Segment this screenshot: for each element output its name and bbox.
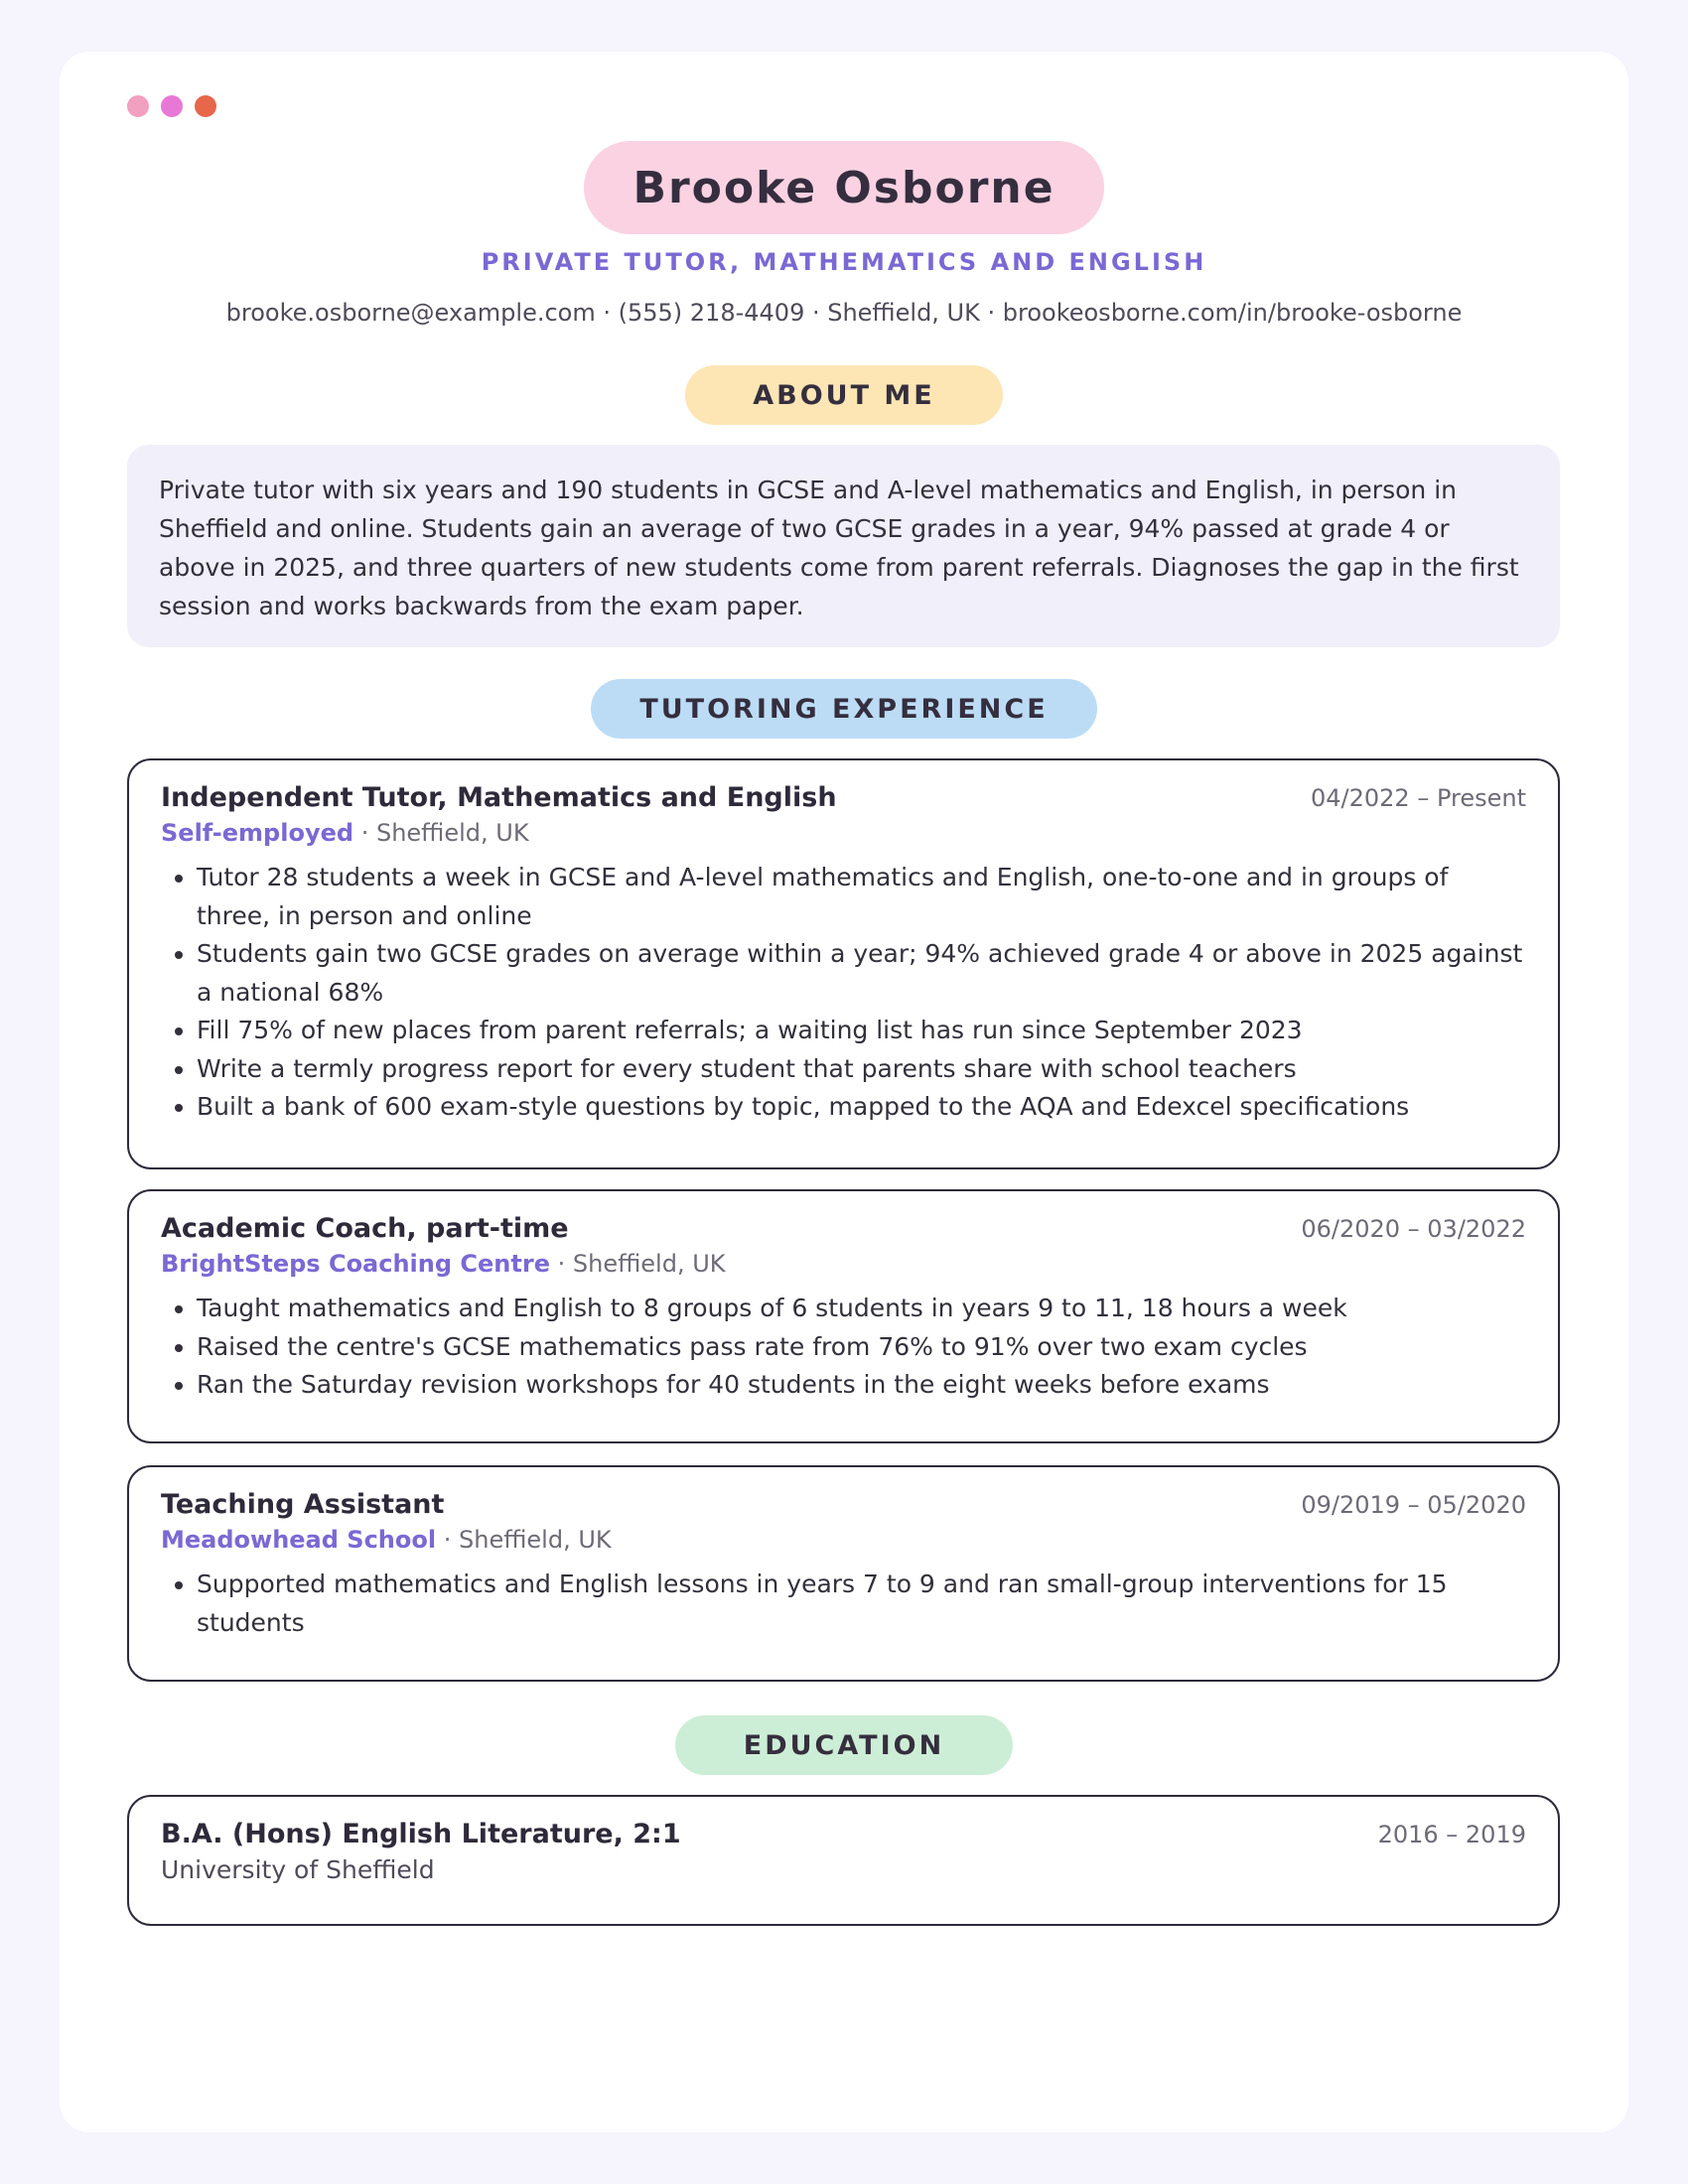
bullet-item: • Raised the centre's GCSE mathematics pass rate from 76% to 91% over two exam cycles [197, 1328, 1526, 1367]
education-heading: EDUCATION [743, 1729, 945, 1761]
experience-bullets [161, 859, 1526, 1127]
experience-dates: 04/2022 – Present [1310, 784, 1526, 812]
bullet-item: • Write a termly progress report for every student that parents share with school teachers [197, 1050, 1526, 1089]
education-degree: B.A. (Hons) English Literature, 2:1 [161, 1819, 681, 1849]
experience-location: · Sheffield, UK [443, 1526, 612, 1554]
education-heading-pill [675, 1715, 1013, 1775]
experience-organization: BrightSteps Coaching Centre [161, 1250, 550, 1278]
experience-location: · Sheffield, UK [360, 819, 529, 847]
experience-bullets [161, 1566, 1526, 1642]
experience-role: Academic Coach, part-time [161, 1213, 569, 1244]
dot-orange-icon [195, 95, 216, 117]
experience-entry [127, 758, 1560, 1169]
experience-organization: Self-employed [161, 819, 354, 847]
job-title-subtitle: PRIVATE TUTOR, MATHEMATICS AND ENGLISH [481, 248, 1207, 276]
window-dots [127, 95, 216, 117]
experience-bullets [161, 1290, 1526, 1405]
bullet-item: • Ran the Saturday revision workshops for 40 students in the eight weeks before exams [197, 1366, 1526, 1405]
experience-role: Independent Tutor, Mathematics and English [161, 782, 837, 813]
bullet-item: • Tutor 28 students a week in GCSE and A-level mathematics and English, one-to-one and in groups of three, in person and online [197, 859, 1526, 935]
experience-entry [127, 1465, 1560, 1682]
resume-card [60, 52, 1628, 2132]
bullet-item: • Built a bank of 600 exam-style questions by topic, mapped to the AQA and Edexcel specifications [197, 1088, 1526, 1127]
bullet-item: • Students gain two GCSE grades on average within a year; 94% achieved grade 4 or above in 2025 against a national 68% [197, 935, 1526, 1012]
education-dates: 2016 – 2019 [1377, 1821, 1526, 1848]
bullet-item: • Supported mathematics and English lessons in years 7 to 9 and ran small-group interventions for 15 students [197, 1566, 1526, 1642]
education-entry [127, 1795, 1560, 1926]
name-pill [584, 141, 1104, 234]
experience-dates: 09/2019 – 05/2020 [1301, 1491, 1526, 1519]
experience-location: · Sheffield, UK [557, 1250, 726, 1278]
experience-entry [127, 1189, 1560, 1443]
about-summary: Private tutor with six years and 190 students in GCSE and A-level mathematics and English, in person in Sheffield and online. Students gain an average of two GCSE grades in a year, 94% passed at grade 4 or above in 2025, and three quarters of new students come from parent referrals. Diagnoses the gap in the first session and works backwards from the exam paper. [127, 445, 1560, 647]
experience-role: Teaching Assistant [161, 1489, 445, 1520]
dot-pink-icon [127, 95, 149, 117]
about-heading-pill [685, 365, 1003, 425]
bullet-item: • Taught mathematics and English to 8 groups of 6 students in years 9 to 11, 18 hours a week [197, 1290, 1526, 1328]
experience-heading: TUTORING EXPERIENCE [639, 693, 1049, 725]
dot-magenta-icon [161, 95, 183, 117]
about-heading: ABOUT ME [753, 379, 935, 411]
experience-heading-pill [591, 679, 1097, 739]
contact-line: brooke.osborne@example.com · (555) 218-4409 · Sheffield, UK · brookeosborne.com/in/brooke-osborne [225, 299, 1463, 327]
bullet-item: • Fill 75% of new places from parent referrals; a waiting list has run since September 2023 [197, 1012, 1526, 1050]
experience-organization: Meadowhead School [161, 1526, 437, 1554]
education-school: University of Sheffield [161, 1855, 435, 1884]
experience-dates: 06/2020 – 03/2022 [1301, 1215, 1526, 1243]
candidate-name: Brooke Osborne [633, 162, 1055, 213]
